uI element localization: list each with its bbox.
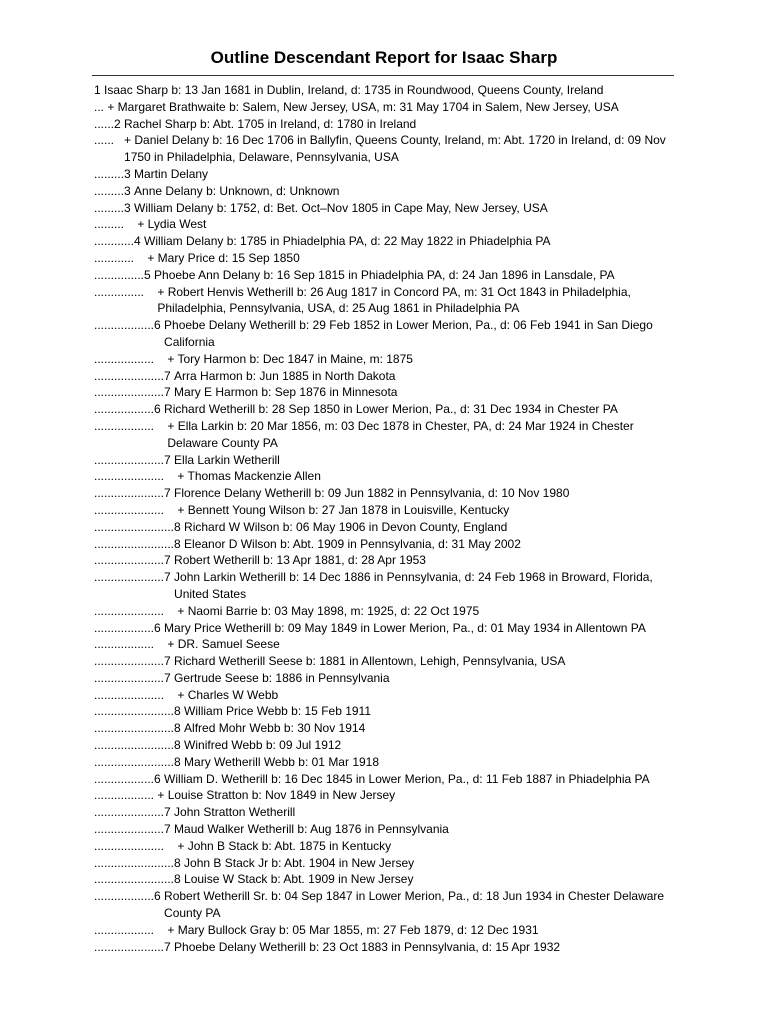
entry-prefix: .....................7: [94, 368, 175, 383]
report-entry: [94, 351, 674, 368]
entry-text: Richard W Wilson b: 06 May 1906 in Devon County, England: [184, 519, 508, 534]
report-entry: [94, 569, 674, 603]
entry-prefix: ............: [94, 250, 148, 265]
entry-text: Mary Price Wetherill b: 09 May 1849 in Lower Merion, Pa., d: 01 May 1934 in Allentown PA: [164, 620, 646, 635]
entry-text: Gertrude Seese b: 1886 in Pennsylvania: [174, 670, 390, 685]
report-entry: [94, 267, 674, 284]
entry-prefix: .....................7: [94, 805, 175, 820]
entry-text: Robert Wetherill Sr. b: 04 Sep 1847 in Lower Merion, Pa., d: 18 Jun 1934 in Chester Delaware County PA: [164, 889, 665, 921]
entry-prefix: .....................: [94, 687, 178, 702]
report-entry: [94, 888, 674, 922]
report-entry: [94, 620, 674, 637]
entry-prefix: .........: [94, 217, 138, 232]
report-entry: [94, 132, 674, 166]
entry-text: + Charles W Webb: [177, 687, 279, 702]
report-entry: [94, 317, 674, 351]
entry-text: + Naomi Barrie b: 03 May 1898, m: 1925, d: 22 Oct 1975: [177, 603, 480, 618]
report-entry: [94, 452, 674, 469]
entry-prefix: ........................8: [94, 721, 185, 736]
entry-text: Alfred Mohr Webb b: 30 Nov 1914: [184, 721, 366, 736]
entry-text: Isaac Sharp b: 13 Jan 1681 in Dublin, Ireland, d: 1735 in Roundwood, Queens County, Ireland: [104, 83, 604, 97]
entry-text: Mary Wetherill Webb b: 01 Mar 1918: [184, 754, 380, 769]
report-entry: [94, 82, 674, 99]
report-entry: [94, 703, 674, 720]
entry-text: William D. Wetherill b: 16 Dec 1845 in Lower Merion, Pa., d: 11 Feb 1887 in Phiadelphia PA: [164, 771, 650, 786]
entry-prefix: ..................6: [94, 402, 165, 417]
entry-prefix: ..................6: [94, 620, 165, 635]
descendant-list: [94, 82, 674, 955]
report-entry: [94, 552, 674, 569]
entry-text: Phoebe Ann Delany b: 16 Sep 1815 in Phiadelphia PA, d: 24 Jan 1896 in Lansdale, PA: [154, 267, 615, 282]
report-entry: [94, 502, 674, 519]
entry-text: Maud Walker Wetherill b: Aug 1876 in Pennsylvania: [174, 822, 449, 837]
entry-text: Mary E Harmon b: Sep 1876 in Minnesota: [174, 385, 398, 400]
entry-prefix: .....................: [94, 838, 178, 853]
entry-prefix: ..................: [94, 351, 168, 366]
entry-prefix: ...............: [94, 284, 158, 299]
entry-text: + Lydia West: [137, 217, 207, 232]
report-entry: [94, 519, 674, 536]
entry-text: + Tory Harmon b: Dec 1847 in Maine, m: 1875: [167, 351, 413, 366]
entry-prefix: ......: [94, 133, 125, 148]
entry-text: Martin Delany: [134, 166, 209, 181]
entry-prefix: ........................8: [94, 536, 185, 551]
report-entry: [94, 871, 674, 888]
report-entry: [94, 855, 674, 872]
entry-prefix: .....................7: [94, 570, 175, 585]
entry-prefix: ..................6: [94, 771, 165, 786]
report-entry: [94, 536, 674, 553]
entry-prefix: .........3: [94, 166, 135, 181]
entry-prefix: .....................7: [94, 670, 175, 685]
entry-prefix: ...: [94, 99, 108, 114]
entry-text: Winifred Webb b: 09 Jul 1912: [184, 738, 342, 753]
entry-text: + Thomas Mackenzie Allen: [177, 469, 321, 484]
entry-prefix: ..................: [94, 788, 158, 803]
entry-text: John B Stack Jr b: Abt. 1904 in New Jersey: [184, 855, 415, 870]
report-entry: [94, 838, 674, 855]
report-entry: [94, 183, 674, 200]
entry-text: William Delany b: 1752, d: Bet. Oct–Nov 1805 in Cape May, New Jersey, USA: [134, 200, 548, 215]
report-entry: [94, 720, 674, 737]
entry-prefix: .....................7: [94, 486, 175, 501]
report-entry: [94, 771, 674, 788]
entry-prefix: .....................7: [94, 654, 175, 669]
report-entry: [94, 787, 674, 804]
entry-prefix: .....................: [94, 603, 178, 618]
entry-prefix: .....................7: [94, 939, 175, 954]
entry-prefix: ........................8: [94, 704, 185, 719]
entry-text: + Daniel Delany b: 16 Dec 1706 in Ballyfin, Queens County, Ireland, m: Abt. 1720 in Ireland, d: 09 Nov 1750 in Philadelphia, Delaware, Pennsylvania, USA: [124, 133, 666, 165]
entry-prefix: .....................7: [94, 385, 175, 400]
entry-prefix: ......2: [94, 116, 125, 131]
entry-text: + Mary Bullock Gray b: 05 Mar 1855, m: 27 Feb 1879, d: 12 Dec 1931: [167, 922, 539, 937]
report-entry: [94, 233, 674, 250]
entry-prefix: .....................7: [94, 822, 175, 837]
entry-text: Florence Delany Wetherill b: 09 Jun 1882 in Pennsylvania, d: 10 Nov 1980: [174, 486, 570, 501]
report-entry: [94, 821, 674, 838]
entry-prefix: ..................: [94, 637, 168, 652]
entry-text: + DR. Samuel Seese: [167, 637, 280, 652]
report-entry: [94, 687, 674, 704]
report-entry: [94, 922, 674, 939]
report-entry: [94, 653, 674, 670]
entry-text: + Robert Henvis Wetherill b: 26 Aug 1817 in Concord PA, m: 31 Oct 1843 in Philadelphia, Philadelphia, Pennsylvania, USA, d: 25 Aug 1861 in Philadelphia PA: [157, 284, 631, 316]
report-entry: [94, 485, 674, 502]
entry-text: Anne Delany b: Unknown, d: Unknown: [134, 183, 340, 198]
report-entry: [94, 368, 674, 385]
title-underline: [92, 75, 674, 76]
report-entry: [94, 116, 674, 133]
report-entry: [94, 99, 674, 116]
report-entry: [94, 754, 674, 771]
report-entry: [94, 250, 674, 267]
entry-prefix: ............4: [94, 234, 145, 249]
entry-prefix: ..................: [94, 418, 168, 433]
entry-prefix: .....................7: [94, 553, 175, 568]
entry-text: + Margaret Brathwaite b: Salem, New Jersey, USA, m: 31 May 1704 in Salem, New Jersey, USA: [107, 99, 619, 114]
report-entry: [94, 939, 674, 956]
entry-text: Phoebe Delany Wetherill b: 29 Feb 1852 in Lower Merion, Pa., d: 06 Feb 1941 in San Diego California: [164, 318, 653, 349]
report-entry: [94, 384, 674, 401]
report-entry: [94, 216, 674, 233]
report-entry: [94, 603, 674, 620]
report-entry: [94, 636, 674, 653]
entry-prefix: ...............5: [94, 267, 155, 282]
entry-text: + John B Stack b: Abt. 1875 in Kentucky: [177, 838, 392, 853]
entry-text: + Louise Stratton b: Nov 1849 in New Jersey: [157, 788, 396, 803]
entry-prefix: ........................8: [94, 855, 185, 870]
entry-text: Phoebe Delany Wetherill b: 23 Oct 1883 in Pennsylvania, d: 15 Apr 1932: [174, 939, 561, 954]
entry-text: + Mary Price d: 15 Sep 1850: [147, 250, 300, 265]
entry-prefix: .....................7: [94, 452, 175, 467]
entry-prefix: ........................8: [94, 738, 185, 753]
entry-prefix: ........................8: [94, 872, 185, 887]
entry-text: Rachel Sharp b: Abt. 1705 in Ireland, d: 1780 in Ireland: [124, 116, 417, 131]
entry-prefix: .........3: [94, 200, 135, 215]
report-entry: [94, 804, 674, 821]
entry-text: William Price Webb b: 15 Feb 1911: [184, 704, 372, 719]
report-title: Outline Descendant Report for Isaac Sharp: [210, 48, 558, 67]
report-entry: [94, 418, 674, 452]
report-entry: [94, 737, 674, 754]
entry-text: William Delany b: 1785 in Phiadelphia PA, d: 22 May 1822 in Phiadelphia PA: [144, 234, 551, 249]
entry-prefix: 1: [94, 83, 105, 97]
report-entry: [94, 468, 674, 485]
entry-prefix: ........................8: [94, 754, 185, 769]
entry-prefix: .....................: [94, 469, 178, 484]
report-entry: [94, 200, 674, 217]
report-entry: [94, 670, 674, 687]
entry-text: Eleanor D Wilson b: Abt. 1909 in Pennsylvania, d: 31 May 2002: [184, 536, 521, 551]
entry-prefix: .........3: [94, 183, 135, 198]
entry-prefix: .....................: [94, 502, 178, 517]
entry-text: Louise W Stack b: Abt. 1909 in New Jersey: [184, 872, 414, 887]
entry-text: Ella Larkin Wetherill: [174, 452, 280, 467]
report-entry: [94, 166, 674, 183]
report-entry: [94, 401, 674, 418]
entry-prefix: ........................8: [94, 519, 185, 534]
entry-prefix: ..................6: [94, 318, 165, 333]
entry-text: Richard Wetherill Seese b: 1881 in Allentown, Lehigh, Pennsylvania, USA: [174, 654, 566, 669]
entry-text: + Bennett Young Wilson b: 27 Jan 1878 in Louisville, Kentucky: [177, 502, 510, 517]
entry-text: Arra Harmon b: Jun 1885 in North Dakota: [174, 368, 396, 383]
entry-text: Robert Wetherill b: 13 Apr 1881, d: 28 Apr 1953: [174, 553, 426, 568]
entry-text: John Stratton Wetherill: [174, 805, 296, 820]
entry-text: + Ella Larkin b: 20 Mar 1856, m: 03 Dec 1878 in Chester, PA, d: 24 Mar 1924 in Chester Delaware County PA: [167, 418, 634, 450]
entry-text: Richard Wetherill b: 28 Sep 1850 in Lower Merion, Pa., d: 31 Dec 1934 in Chester PA: [164, 402, 618, 417]
report-entry: [94, 284, 674, 318]
entry-text: John Larkin Wetherill b: 14 Dec 1886 in Pennsylvania, d: 24 Feb 1968 in Broward, Florida, United States: [174, 570, 653, 601]
entry-prefix: ..................6: [94, 889, 165, 904]
entry-prefix: ..................: [94, 922, 168, 937]
